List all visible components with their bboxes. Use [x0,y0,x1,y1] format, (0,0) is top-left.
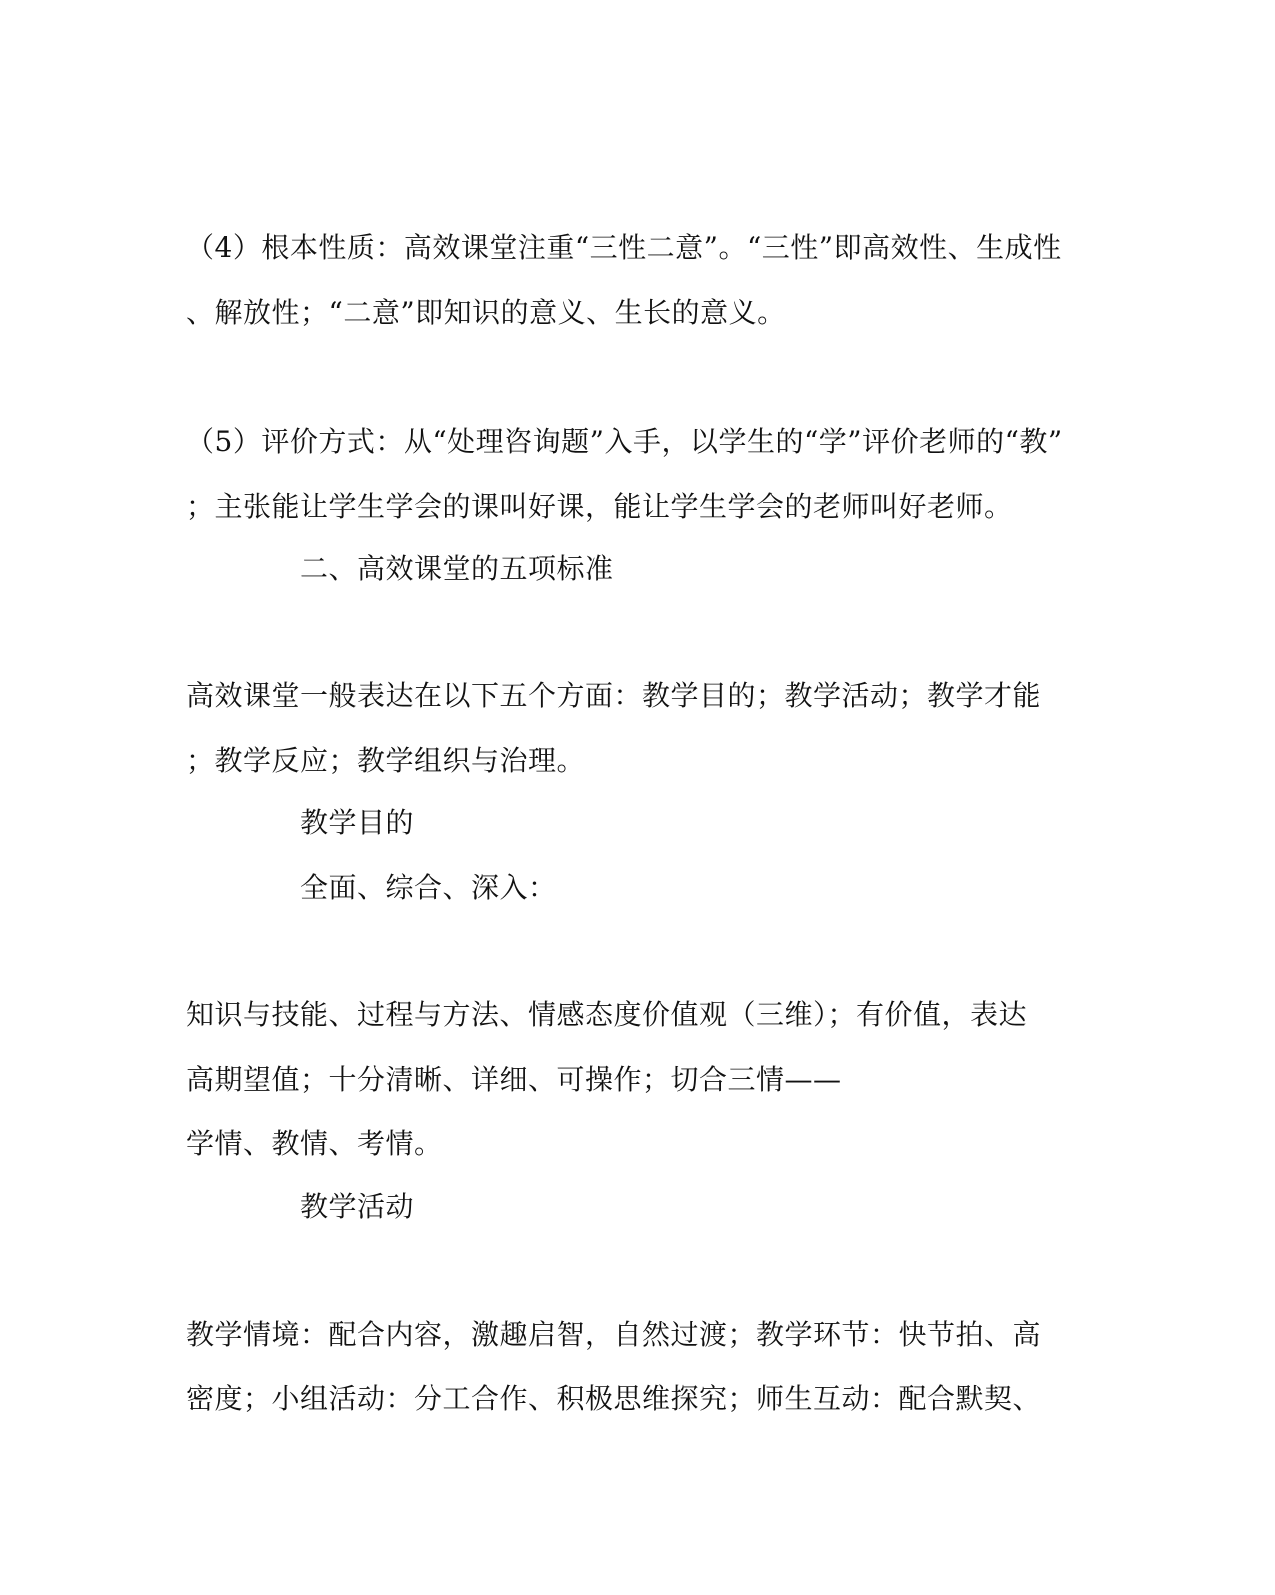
paragraph-line: 学情、教情、考情。 [186,1127,443,1160]
paragraph-line: ；教学反应；教学组织与治理。 [186,744,586,777]
paragraph-line: 、解放性；“二意”即知识的意义、生长的意义。 [186,296,786,329]
paragraph-line: 高期望值；十分清晰、详细、可操作；切合三情—— [186,1063,842,1096]
subheading: 教学活动 [300,1190,415,1223]
paragraph-line: 知识与技能、过程与方法、情感态度价值观（三维）；有价值，表达 [186,998,1028,1031]
subheading: 全面、综合、深入： [300,871,557,904]
paragraph-line: （4）根本性质：高效课堂注重“三性二意”。“三性”即高效性、生成性 [186,231,1062,264]
paragraph-line: ；主张能让学生学会的课叫好课，能让学生学会的老师叫好老师。 [186,490,1013,523]
paragraph-line: 教学情境：配合内容，激趣启智，自然过渡；教学环节：快节拍、高 [186,1318,1042,1351]
paragraph-line: （5）评价方式：从“处理咨询题”入手，以学生的“学”评价老师的“教” [186,425,1063,458]
paragraph-line: 高效课堂一般表达在以下五个方面：教学目的；教学活动；教学才能 [186,679,1042,712]
subheading: 教学目的 [300,806,415,839]
paragraph-line: 密度；小组活动：分工合作、积极思维探究；师生互动：配合默契、 [186,1382,1042,1415]
section-heading: 二、高效课堂的五项标准 [300,552,614,585]
